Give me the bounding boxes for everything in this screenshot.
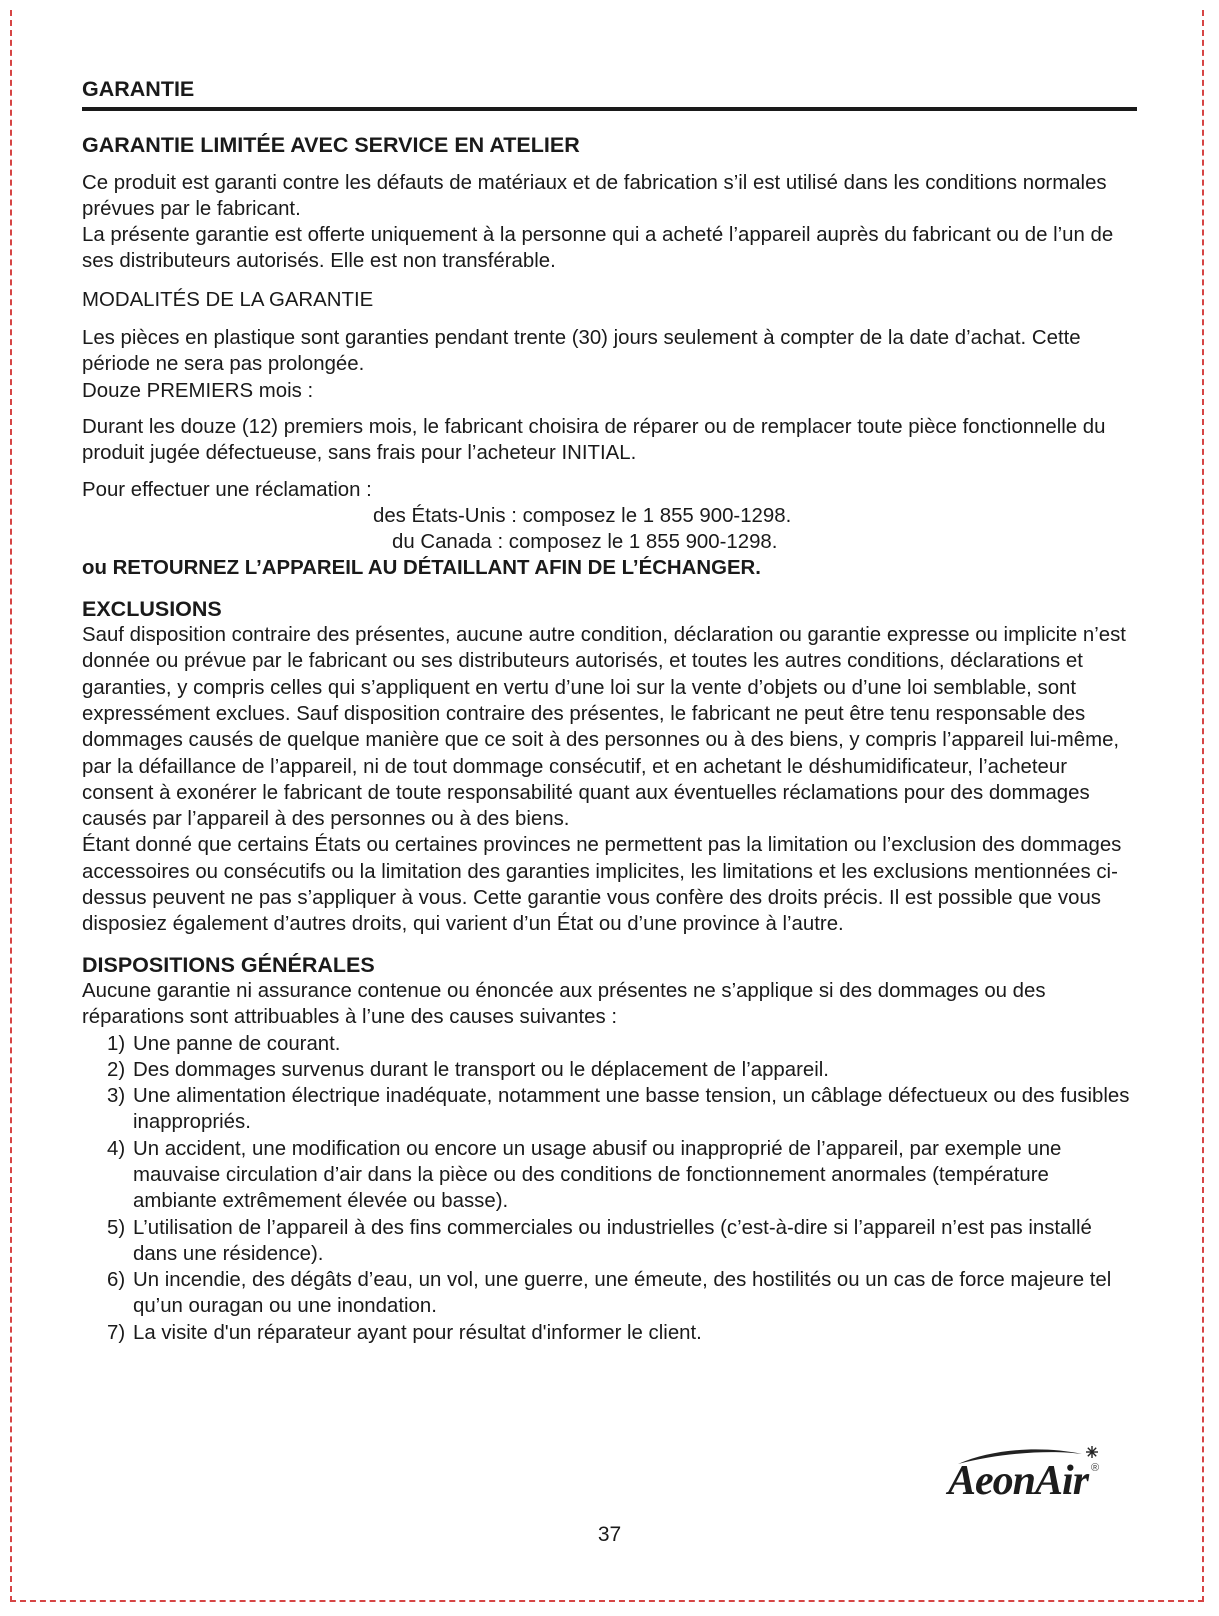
first-months-label: Douze PREMIERS mois : bbox=[82, 379, 314, 402]
page-number: 37 bbox=[597, 1523, 622, 1546]
warranty-intro-1: Ce produit est garanti contre les défauts de matériaux et de fabrication s’il est utilisé dans les conditions normales prévues par le fabricant. bbox=[82, 171, 1107, 220]
registered-mark: ® bbox=[1091, 1462, 1100, 1474]
phone-us: des États-Unis : composez le 1 855 900-1298. bbox=[373, 504, 792, 527]
list-item: 5) L’utilisation de l’appareil à des fins commerciales ou industrielles (c’est-à-dire si l’appareil n’est pas installé dans une résidence). bbox=[107, 1216, 1092, 1265]
warranty-intro-2: La présente garantie est offerte uniquement à la personne qui a acheté l’appareil auprès du fabricant ou de l’un de ses distributeurs autorisés. Elle est non transférable. bbox=[82, 224, 1114, 273]
claim-intro: Pour effectuer une réclamation : bbox=[82, 478, 372, 501]
plastic-parts-paragraph: Les pièces en plastique sont garanties pendant trente (30) jours seulement à compter de la date d’achat. Cette période ne sera pas prolongée. bbox=[82, 327, 1081, 376]
phone-canada: du Canada : composez le 1 855 900-1298. bbox=[392, 531, 778, 554]
aeonair-logo bbox=[948, 1460, 1099, 1502]
twelve-months-paragraph: Durant les douze (12) premiers mois, le fabricant choisira de réparer ou de remplacer toute pièce fonctionnelle du produit jugée défectueuse, sans frais pour l’acheteur INITIAL. bbox=[82, 415, 1106, 465]
logo-swoosh-icon bbox=[954, 1444, 1104, 1468]
exclusions-paragraph-1: Sauf disposition contraire des présentes, aucune autre condition, déclaration ou garantie expresse ou implicite n’est donnée ou prévue par le fabricant ou ses distributeurs autorisés, et toutes les autres conditions, déclarations et garanties, y compris celles qui s’appliquent en vertu d’une loi sur la vente d’objets ou d’une loi semblable, sont expressément exclues. Sauf disposition contraire des présentes, le fabricant ne peut être tenu responsable des dommages causés de quelque manière que ce soit à des personnes ou à des biens, y compris l’appareil lui-même, par la défaillance de l’appareil, ni de tout dommage consécutif, et en achetant le déshumidificateur, l’acheteur consent à exonérer le fabricant de toute responsabilité quant aux éventuelles réclamations pour des dommages causés par l’appareil à des personnes ou à des biens. bbox=[82, 624, 1126, 831]
snowflake-icon bbox=[1086, 1446, 1098, 1458]
causes-list bbox=[82, 1031, 1137, 1347]
brand-wordmark: AeonAir bbox=[948, 1458, 1089, 1504]
exclusions-paragraph-2: Étant donné que certains États ou certaines provinces ne permettent pas la limitation ou l’exclusion des dommages accessoires ou consécutifs ou la limitation des garanties implicites, les limitations et les exclusions mentionnées ci-dessus peuvent ne pas s’appliquer à vous. Cette garantie vous confère des droits précis. Il est possible que vous disposiez également d’autres droits, qui varient d’un État ou d’une province à l’autre. bbox=[82, 834, 1122, 936]
return-retailer-notice: ou RETOURNEZ L’APPAREIL AU DÉTAILLANT AFIN DE L’ÉCHANGER. bbox=[82, 557, 761, 580]
list-item: 4) Un accident, une modification ou encore un usage abusif ou inapproprié de l’appareil, par exemple une mauvaise circulation d’air dans la pièce ou des conditions de fonctionnement anormales (température ambiante extrêmement élevée ou basse). bbox=[107, 1137, 1062, 1213]
general-provisions-title: DISPOSITIONS GÉNÉRALES bbox=[82, 952, 375, 977]
page-title: GARANTIE bbox=[82, 76, 1137, 111]
list-item: 3) Une alimentation électrique inadéquate, notamment une basse tension, un câblage défectueux ou des fusibles inappropriés. bbox=[107, 1085, 1130, 1134]
document-body bbox=[82, 76, 1137, 1346]
exclusions-title: EXCLUSIONS bbox=[82, 596, 222, 621]
general-provisions-intro: Aucune garantie ni assurance contenue ou énoncée aux présentes ne s’applique si des dommages ou des réparations sont attribuables à l’une des causes suivantes : bbox=[82, 979, 1046, 1029]
modalites-title: MODALITÉS DE LA GARANTIE bbox=[82, 288, 374, 311]
list-item: 1) Une panne de courant. bbox=[107, 1032, 341, 1055]
warranty-subtitle: GARANTIE LIMITÉE AVEC SERVICE EN ATELIER bbox=[82, 133, 580, 158]
list-item: 6) Un incendie, des dégâts d’eau, un vol, une guerre, une émeute, des hostilités ou un cas de force majeure tel qu’un ouragan ou une inondation. bbox=[107, 1269, 1112, 1318]
list-item: 7) La visite d'un réparateur ayant pour résultat d'informer le client. bbox=[107, 1321, 702, 1344]
list-item: 2) Des dommages survenus durant le transport ou le déplacement de l’appareil. bbox=[107, 1058, 829, 1081]
